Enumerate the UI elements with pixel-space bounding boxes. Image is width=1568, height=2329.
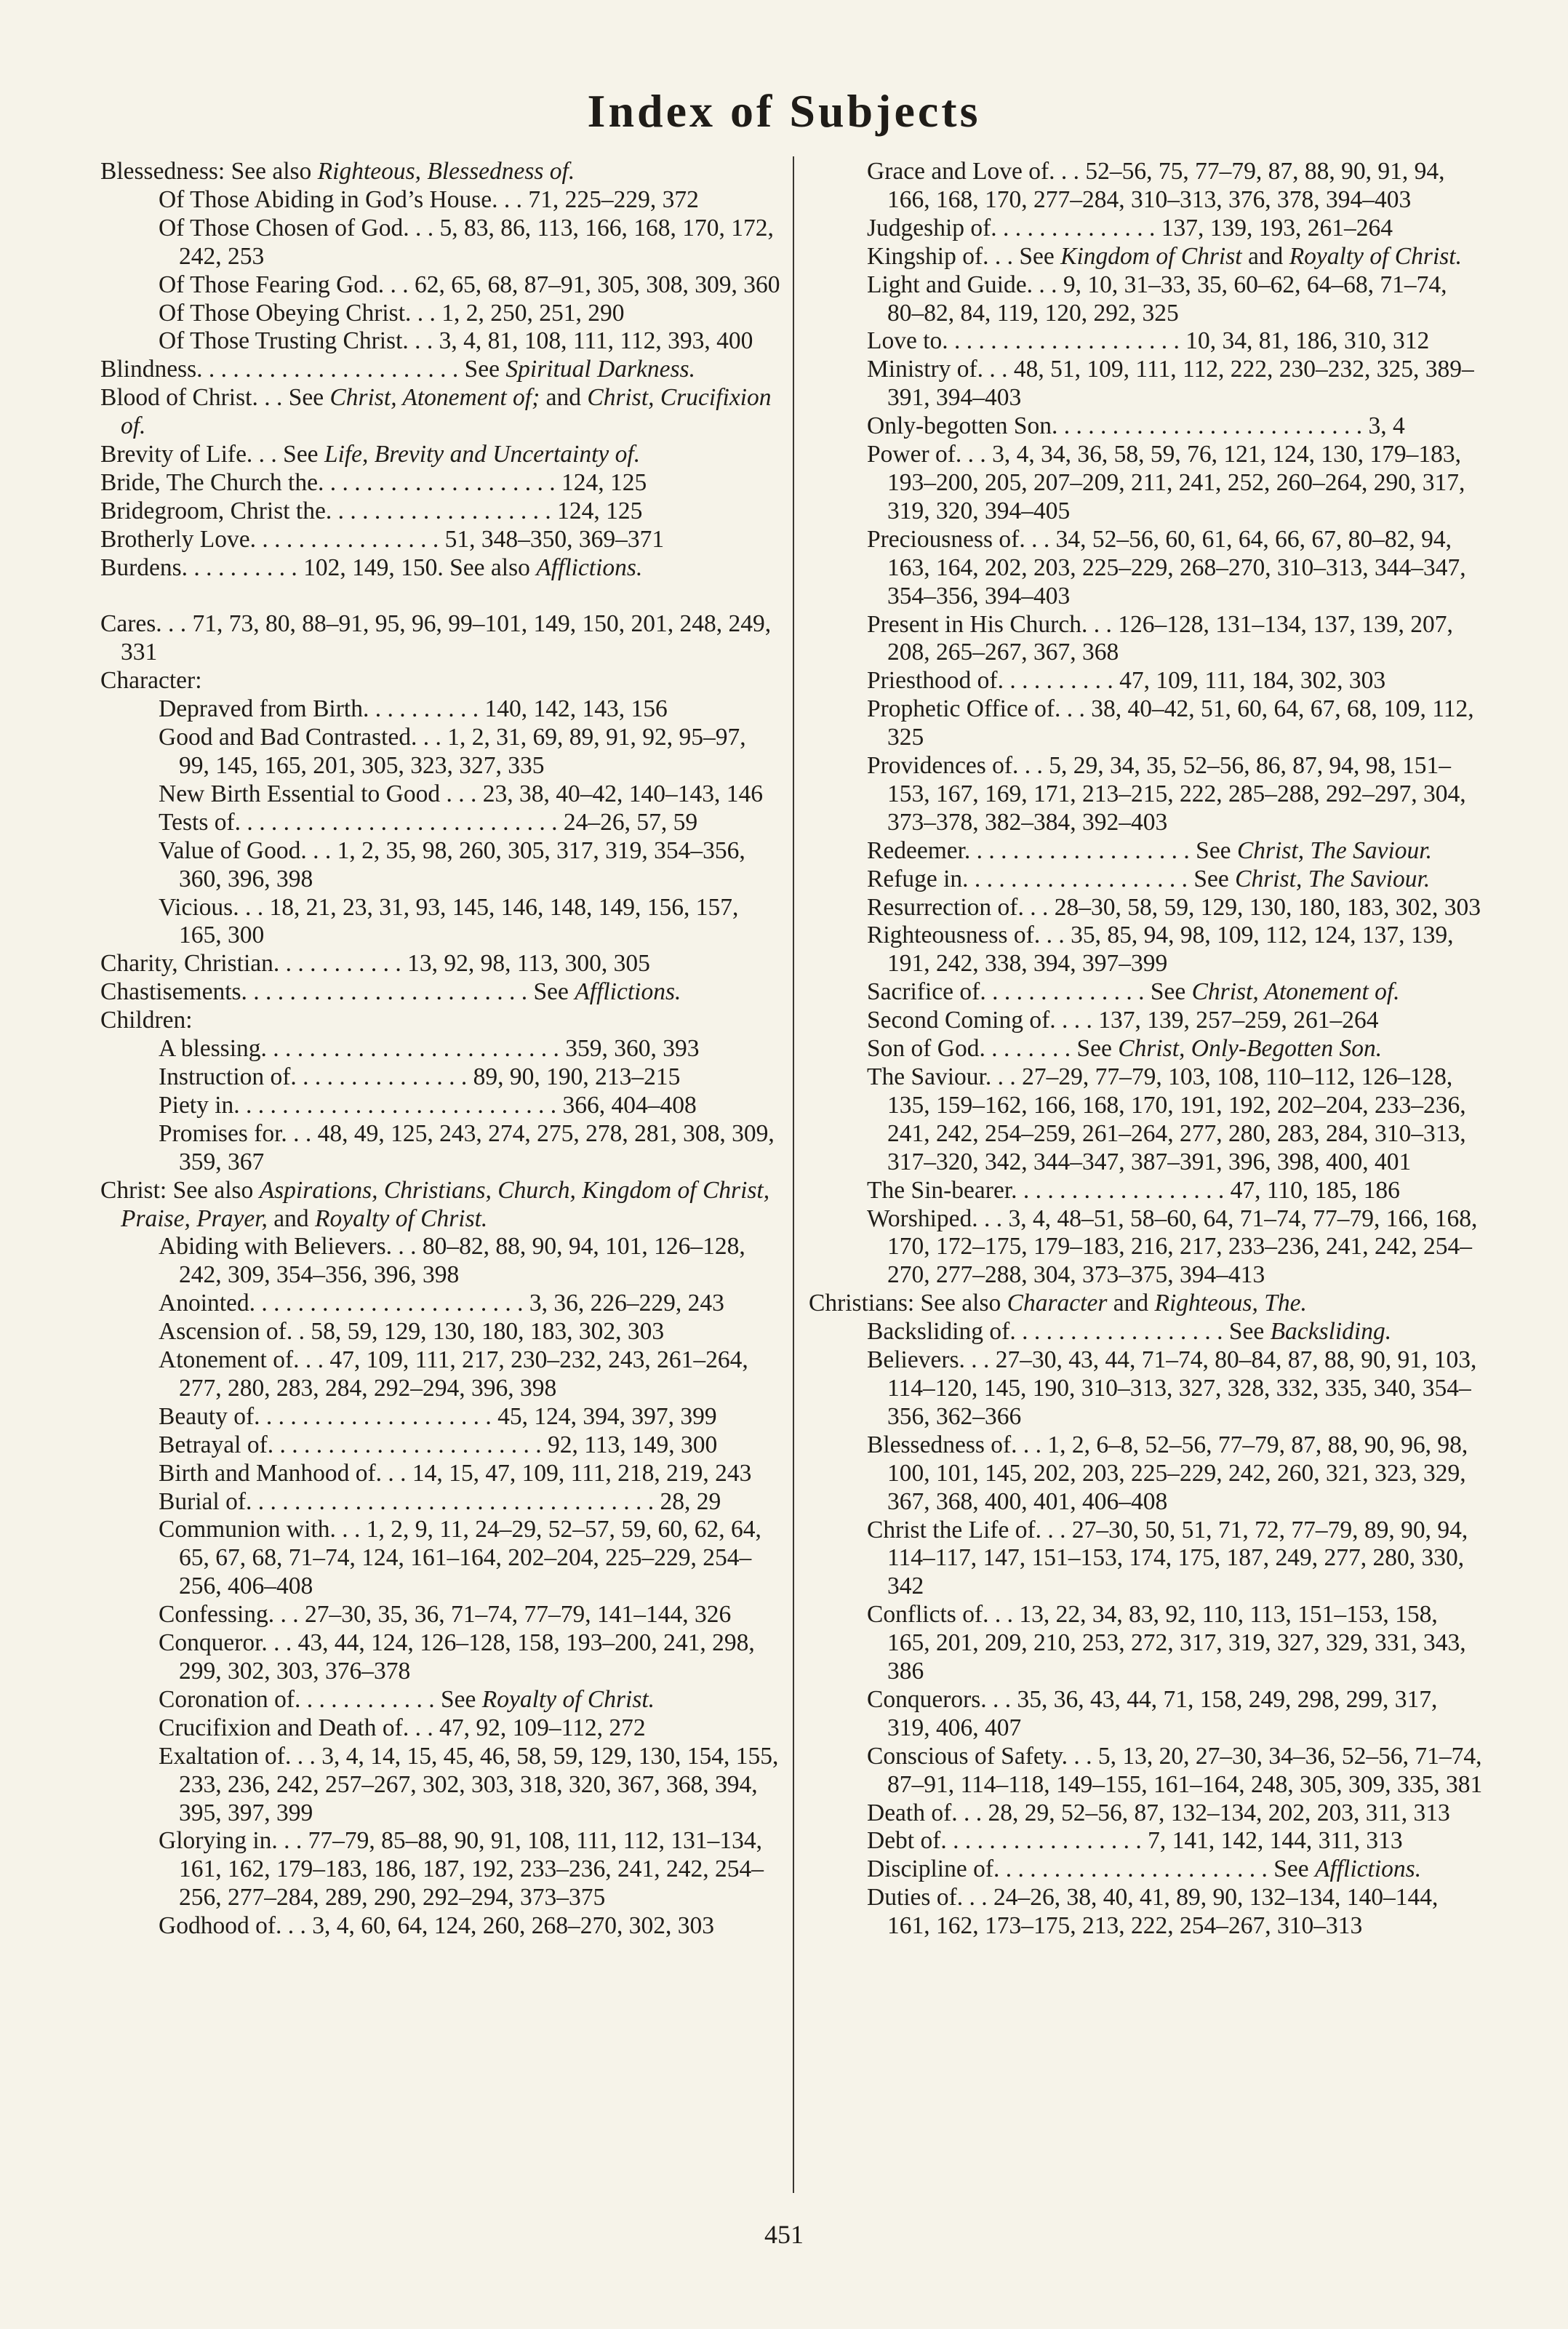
index-subentry — [809, 1318, 1485, 1346]
index-subentry — [100, 780, 780, 809]
entry-text: Blessedness of. . . 1, 2, 6–8, 52–56, 77–79, 87, 88, 90, 96, 98, 100, 101, 145, 202, 203, 225–229, 242, 260, 321, 323, 329, 367, 368, 400, 401, 406–408 — [867, 1431, 1468, 1515]
cross-reference: Christ, The Saviour. — [1236, 836, 1432, 864]
index-subentry — [809, 243, 1485, 271]
index-subentry — [809, 526, 1485, 611]
index-subentry — [100, 1516, 780, 1601]
index-subentry — [100, 271, 780, 300]
entry-text: A blessing. . . . . . . . . . . . . . . . . . . . . . . . . 359, 360, 393 — [159, 1035, 700, 1063]
cross-reference: Christ, Crucifixion of. — [121, 384, 772, 440]
entry-text: Depraved from Birth. . . . . . . . . . 140, 142, 143, 156 — [159, 695, 668, 723]
entry-text: Brevity of Life. . . See — [100, 441, 324, 468]
index-entry — [100, 1177, 780, 1234]
index-subentry — [809, 1743, 1485, 1799]
entry-text: Power of. . . 3, 4, 34, 36, 58, 59, 76, 121, 124, 130, 179–183, 193–200, 205, 207–209, 211, 241, 252, 260–264, 290, 317, 319, 320, 394–405 — [867, 441, 1465, 524]
entry-text: Kingship of. . . See — [867, 242, 1061, 270]
index-subentry — [809, 356, 1485, 412]
entry-text: Children: — [100, 1007, 193, 1034]
index-subentry — [809, 611, 1485, 668]
entry-text: Blessedness: See also — [100, 158, 318, 185]
index-entry — [100, 950, 780, 978]
index-subentry — [809, 1601, 1485, 1686]
entry-text: Blood of Christ. . . See — [100, 384, 330, 412]
index-subentry — [809, 1007, 1485, 1035]
index-entry — [100, 978, 780, 1007]
entry-text: Value of Good. . . 1, 2, 35, 98, 260, 305, 317, 319, 354–356, 360, 396, 398 — [159, 836, 745, 892]
entry-text: Second Coming of. . . . 137, 139, 257–259, 261–264 — [867, 1007, 1379, 1034]
cross-reference: Afflictions. — [575, 978, 681, 1006]
index-subentry — [100, 1346, 780, 1403]
entry-text: Confessing. . . 27–30, 35, 36, 71–74, 77–79, 141–144, 326 — [159, 1601, 732, 1629]
index-subentry — [100, 1092, 780, 1120]
index-entry — [100, 610, 780, 667]
index-subentry — [809, 667, 1485, 695]
index-subentry — [100, 300, 780, 328]
cross-reference: Christ, The Saviour. — [1235, 865, 1431, 892]
index-subentry — [809, 215, 1485, 243]
entry-text: Prophetic Office of. . . 38, 40–42, 51, 60, 64, 67, 68, 109, 112, 325 — [867, 695, 1474, 751]
index-subentry — [100, 1601, 780, 1629]
entry-text: Betrayal of. . . . . . . . . . . . . . . . . . . . . . . 92, 113, 149, 300 — [159, 1431, 718, 1458]
cross-reference: Royalty of Christ. — [481, 1685, 655, 1713]
index-subentry — [809, 1827, 1485, 1855]
index-subentry — [100, 1488, 780, 1517]
index-subentry — [100, 809, 780, 837]
index-subentry — [809, 1205, 1485, 1290]
entry-text: Charity, Christian. . . . . . . . . . . 13, 92, 98, 113, 300, 305 — [100, 950, 650, 978]
section-gap — [100, 583, 780, 611]
index-entry — [100, 158, 780, 186]
entry-text: Love to. . . . . . . . . . . . . . . . . . . . 10, 34, 81, 186, 310, 312 — [867, 327, 1430, 355]
entry-text: Promises for. . . 48, 49, 125, 243, 274, 275, 278, 281, 308, 309, 359, 367 — [159, 1119, 775, 1175]
cross-reference: Kingdom of Christ — [1060, 242, 1242, 270]
cross-reference: Life, Brevity and Uncertainty of. — [324, 441, 641, 468]
index-subentry — [100, 724, 780, 780]
cross-reference: Righteous, The. — [1154, 1290, 1307, 1317]
entry-text: Tests of. . . . . . . . . . . . . . . . . . . . . . . . . . . 24–26, 57, 59 — [159, 808, 698, 836]
entry-text: Righteousness of. . . 35, 85, 94, 98, 109, 112, 124, 137, 139, 191, 242, 338, 394, 397–399 — [867, 922, 1454, 978]
entry-text: Burial of. . . . . . . . . . . . . . . . . . . . . . . . . . . . . . . . . . 28, 29 — [159, 1487, 721, 1515]
entry-text: Conqueror. . . 43, 44, 124, 126–128, 158, 193–200, 241, 298, 299, 302, 303, 376–378 — [159, 1629, 755, 1685]
index-subentry — [809, 158, 1485, 215]
entry-text: Abiding with Believers. . . 80–82, 88, 90, 94, 101, 126–128, 242, 309, 354–356, 396, 398 — [159, 1233, 745, 1289]
index-subentry — [100, 1431, 780, 1460]
index-subentry — [809, 866, 1485, 894]
entry-text: Refuge in. . . . . . . . . . . . . . . . . . . See — [867, 865, 1236, 892]
cross-reference: Backsliding. — [1270, 1318, 1392, 1346]
index-subentry — [809, 1035, 1485, 1063]
cross-reference: Royalty of Christ. — [1289, 242, 1462, 270]
entry-text: Piety in. . . . . . . . . . . . . . . . . . . . . . . . . . . 366, 404–408 — [159, 1091, 697, 1119]
entry-text: Christ the Life of. . . 27–30, 50, 51, 71, 72, 77–79, 89, 90, 94, 114–117, 147, 151–153, 174, 175, 187, 249, 277, 280, 330, 342 — [867, 1516, 1468, 1600]
index-subentry — [809, 1686, 1485, 1743]
cross-reference: Afflictions. — [1314, 1855, 1422, 1883]
entry-text: Son of God. . . . . . . . See — [867, 1035, 1119, 1063]
index-subentry — [100, 186, 780, 215]
entry-text: The Sin-bearer. . . . . . . . . . . . . . . . . . 47, 110, 185, 186 — [867, 1176, 1400, 1204]
entry-text: Death of. . . 28, 29, 52–56, 87, 132–134, 202, 203, 311, 313 — [867, 1799, 1450, 1826]
entry-text: The Saviour. . . 27–29, 77–79, 103, 108, 110–112, 126–128, 135, 159–162, 166, 168, 170, 191, 192, 202–204, 233–236, 241, 242, 254–259, 261–264, 277, 280, 283, 284, 310–313, 317–320, 342, 344–347, 387–391, 396, 398, 400, 401 — [867, 1063, 1466, 1175]
index-subentry — [809, 1884, 1485, 1941]
entry-text: Priesthood of. . . . . . . . . . 47, 109, 111, 184, 302, 303 — [867, 667, 1386, 695]
index-entry — [100, 356, 780, 384]
entry-text: Present in His Church. . . 126–128, 131–134, 137, 139, 207, 208, 265–267, 367, 368 — [867, 610, 1453, 666]
entry-text: Vicious. . . 18, 21, 23, 31, 93, 145, 146, 148, 149, 156, 157, 165, 300 — [159, 893, 739, 949]
index-entry — [100, 469, 780, 498]
index-subentry — [809, 327, 1485, 356]
entry-text: Blindness. . . . . . . . . . . . . . . . . . . . . . See — [100, 356, 506, 383]
cross-reference: Royalty of Christ. — [315, 1205, 488, 1232]
entry-text: Of Those Trusting Christ. . . 3, 4, 81, 108, 111, 112, 393, 400 — [159, 327, 753, 355]
index-subentry — [100, 327, 780, 356]
entry-text: Judgeship of. . . . . . . . . . . . . . 137, 139, 193, 261–264 — [867, 214, 1393, 241]
entry-text: Coronation of. . . . . . . . . . . . See — [159, 1685, 482, 1713]
index-column-left — [100, 158, 780, 1941]
entry-text: Christ: See also — [100, 1176, 260, 1204]
index-subentry — [100, 1318, 780, 1346]
index-subentry — [100, 837, 780, 894]
cross-reference: Christ, Atonement of. — [1191, 978, 1400, 1006]
entry-text: Chastisements. . . . . . . . . . . . . . . . . . . . . . . . See — [100, 978, 575, 1006]
index-subentry — [809, 1346, 1485, 1431]
index-entry — [100, 441, 780, 469]
entry-text: Of Those Fearing God. . . 62, 65, 68, 87–91, 305, 308, 309, 360 — [159, 271, 780, 298]
entry-text: Sacrifice of. . . . . . . . . . . . . . See — [867, 978, 1192, 1006]
index-subentry — [100, 1629, 780, 1686]
index-entry — [100, 554, 780, 583]
index-subentry — [809, 695, 1485, 752]
index-subentry — [809, 978, 1485, 1007]
entry-text: Ministry of. . . 48, 51, 109, 111, 112, 222, 230–232, 325, 389–391, 394–403 — [867, 356, 1474, 412]
entry-text: Conscious of Safety. . . 5, 13, 20, 27–30, 34–36, 52–56, 71–74, 87–91, 114–118, 149–155, 161–164, 248, 305, 309, 335, 381 — [867, 1742, 1483, 1798]
cross-reference: Aspirations, Christians, Church, Kingdom of Christ, Praise, Prayer, — [121, 1176, 770, 1232]
index-subentry — [809, 1855, 1485, 1884]
entry-text: Character: — [100, 667, 202, 695]
entry-text: Redeemer. . . . . . . . . . . . . . . . . . . See — [867, 836, 1237, 864]
index-subentry — [100, 1912, 780, 1941]
cross-reference: Christ, Atonement of; — [329, 384, 540, 412]
entry-text: Backsliding of. . . . . . . . . . . . . . . . . . See — [867, 1318, 1271, 1346]
index-entry — [100, 498, 780, 526]
index-subentry — [100, 1290, 780, 1318]
index-subentry — [100, 1686, 780, 1714]
index-entry — [809, 1290, 1485, 1318]
index-subentry — [809, 412, 1485, 441]
column-divider — [793, 156, 794, 2193]
index-subentry — [100, 1063, 780, 1092]
index-subentry — [809, 1517, 1485, 1602]
entry-text: and — [540, 384, 588, 412]
cross-reference: Afflictions. — [536, 554, 643, 581]
index-subentry — [809, 271, 1485, 328]
index-subentry — [100, 1233, 780, 1290]
index-entry — [100, 1007, 780, 1035]
entry-text: and — [1107, 1290, 1155, 1317]
entry-text: Instruction of. . . . . . . . . . . . . . . 89, 90, 190, 213–215 — [159, 1063, 681, 1090]
index-subentry — [809, 752, 1485, 837]
index-subentry — [100, 695, 780, 724]
index-subentry — [100, 1827, 780, 1912]
entry-text: Godhood of. . . 3, 4, 60, 64, 124, 260, 268–270, 302, 303 — [159, 1912, 714, 1940]
index-subentry — [809, 1799, 1485, 1828]
index-subentry — [809, 1431, 1485, 1517]
entry-text: Beauty of. . . . . . . . . . . . . . . . . . . . 45, 124, 394, 397, 399 — [159, 1402, 717, 1430]
index-entry — [100, 526, 780, 554]
entry-text: New Birth Essential to Good . . . 23, 38, 40–42, 140–143, 146 — [159, 780, 763, 807]
entry-text: Duties of. . . 24–26, 38, 40, 41, 89, 90, 132–134, 140–144, 161, 162, 173–175, 213, 222, 254–267, 310–313 — [867, 1884, 1439, 1940]
entry-text: and — [267, 1205, 316, 1232]
entry-text: Only-begotten Son. . . . . . . . . . . . . . . . . . . . . . . . . . 3, 4 — [867, 412, 1405, 440]
index-subentry — [100, 1403, 780, 1431]
index-subentry — [809, 922, 1485, 978]
index-subentry — [809, 1177, 1485, 1205]
entry-text: Of Those Obeying Christ. . . 1, 2, 250, 251, 290 — [159, 299, 625, 327]
entry-text: Birth and Manhood of. . . 14, 15, 47, 109, 111, 218, 219, 243 — [159, 1459, 752, 1487]
index-subentry — [100, 1120, 780, 1177]
entry-text: Burdens. . . . . . . . . . 102, 149, 150. See also — [100, 554, 537, 581]
page-title: Index of Subjects — [587, 84, 981, 137]
entry-text: Exaltation of. . . 3, 4, 14, 15, 45, 46, 58, 59, 129, 130, 154, 155, 233, 236, 242, 257–267, 302, 303, 318, 320, 367, 368, 394, 395, 397, 399 — [159, 1742, 779, 1826]
entry-text: Cares. . . 71, 73, 80, 88–91, 95, 96, 99–101, 149, 150, 201, 248, 249, 331 — [100, 610, 772, 666]
index-subentry — [809, 837, 1485, 866]
entry-text: Discipline of. . . . . . . . . . . . . . . . . . . . . . . See — [867, 1855, 1315, 1883]
entry-text: Good and Bad Contrasted. . . 1, 2, 31, 69, 89, 91, 92, 95–97, 99, 145, 165, 201, 305, 323, 327, 335 — [159, 724, 746, 780]
entry-text: Brotherly Love. . . . . . . . . . . . . . . . 51, 348–350, 369–371 — [100, 525, 665, 553]
index-subentry — [100, 215, 780, 271]
index-subentry — [100, 1460, 780, 1488]
index-entry — [100, 667, 780, 695]
entry-text: Preciousness of. . . 34, 52–56, 60, 61, 64, 66, 67, 80–82, 94, 163, 164, 202, 203, 225–229, 268–270, 310–313, 344–347, 354–356, 394–403 — [867, 525, 1466, 610]
entry-text: Worshiped. . . 3, 4, 48–51, 58–60, 64, 71–74, 77–79, 166, 168, 170, 172–175, 179–183, 216, 217, 233–236, 241, 242, 254–270, 277–288, 304, 373–375, 394–413 — [867, 1205, 1478, 1289]
cross-reference: Christ, Only-Begotten Son. — [1118, 1035, 1383, 1063]
entry-text: Communion with. . . 1, 2, 9, 11, 24–29, 52–57, 59, 60, 62, 64, 65, 67, 68, 71–74, 124, 161–164, 202–204, 225–229, 254–256, 406–408 — [159, 1516, 761, 1600]
page-number: 451 — [764, 2220, 804, 2249]
index-subentry — [100, 1035, 780, 1063]
cross-reference: Character — [1007, 1290, 1108, 1317]
entry-text: Bride, The Church the. . . . . . . . . . . . . . . . . . . . 124, 125 — [100, 468, 647, 496]
cross-reference: Spiritual Darkness. — [505, 356, 695, 383]
entry-text: Of Those Chosen of God. . . 5, 83, 86, 113, 166, 168, 170, 172, 242, 253 — [159, 214, 774, 270]
entry-text: Of Those Abiding in God’s House. . . 71, 225–229, 372 — [159, 185, 699, 213]
entry-text: Grace and Love of. . . 52–56, 75, 77–79, 87, 88, 90, 91, 94, 166, 168, 170, 277–284, 310–313, 376, 378, 394–403 — [867, 158, 1445, 213]
entry-text: Conquerors. . . 35, 36, 43, 44, 71, 158, 249, 298, 299, 317, 319, 406, 407 — [867, 1685, 1438, 1741]
index-entry — [100, 384, 780, 441]
index-column-right — [809, 158, 1485, 1941]
entry-text: and — [1241, 242, 1289, 270]
entry-text: Ascension of. . 58, 59, 129, 130, 180, 183, 302, 303 — [159, 1318, 665, 1346]
index-subentry — [809, 441, 1485, 526]
entry-text: Glorying in. . . 77–79, 85–88, 90, 91, 108, 111, 112, 131–134, 161, 162, 179–183, 186, 187, 192, 233–236, 241, 242, 254–256, 277–284, 289, 290, 292–294, 373–375 — [159, 1827, 764, 1911]
cross-reference: Righteous, Blessedness of. — [317, 158, 575, 185]
entry-text: Providences of. . . 5, 29, 34, 35, 52–56, 86, 87, 94, 98, 151–153, 167, 169, 171, 213–215, 222, 285–288, 292–297, 304, 373–378, 382–384, 392–403 — [867, 752, 1466, 836]
index-subentry — [100, 894, 780, 951]
entry-text: Crucifixion and Death of. . . 47, 92, 109–112, 272 — [159, 1714, 646, 1741]
index-subentry — [809, 894, 1485, 922]
entry-text: Anointed. . . . . . . . . . . . . . . . . . . . . . . 3, 36, 226–229, 243 — [159, 1290, 724, 1317]
entry-text: Believers. . . 27–30, 43, 44, 71–74, 80–84, 87, 88, 90, 91, 103, 114–120, 145, 190, 310–313, 327, 328, 332, 335, 340, 354–356, 362–366 — [867, 1346, 1477, 1430]
entry-text: Conflicts of. . . 13, 22, 34, 83, 92, 110, 113, 151–153, 158, 165, 201, 209, 210, 253, 272, 317, 319, 327, 329, 331, 343, 386 — [867, 1601, 1466, 1685]
entry-text: Resurrection of. . . 28–30, 58, 59, 129, 130, 180, 183, 302, 303 — [867, 893, 1481, 921]
index-subentry — [809, 1063, 1485, 1177]
entry-text: Christians: See also — [809, 1290, 1007, 1317]
index-subentry — [100, 1714, 780, 1743]
entry-text: Debt of. . . . . . . . . . . . . . . . . 7, 141, 142, 144, 311, 313 — [867, 1827, 1403, 1855]
entry-text: Atonement of. . . 47, 109, 111, 217, 230–232, 243, 261–264, 277, 280, 283, 284, 292–294, 396, 398 — [159, 1346, 748, 1402]
index-subentry — [100, 1743, 780, 1828]
entry-text: Light and Guide. . . 9, 10, 31–33, 35, 60–62, 64–68, 71–74, 80–82, 84, 119, 120, 292, 325 — [867, 271, 1447, 327]
entry-text: Bridegroom, Christ the. . . . . . . . . . . . . . . . . . . 124, 125 — [100, 497, 643, 524]
